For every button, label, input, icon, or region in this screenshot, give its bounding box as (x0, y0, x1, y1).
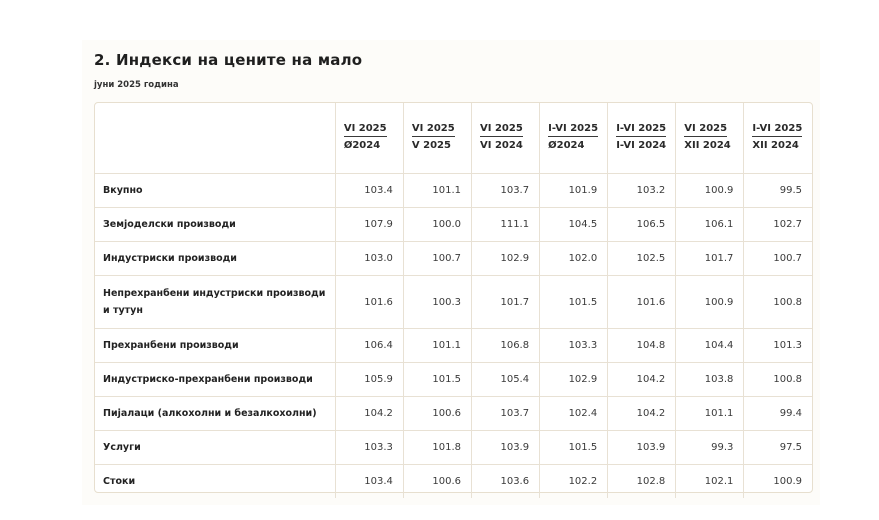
index-value: 104.8 (608, 329, 676, 363)
index-value: 100.8 (744, 363, 812, 397)
index-value: 103.8 (676, 363, 744, 397)
retail-price-index-table-card (94, 102, 813, 493)
column-header-base: XII 2024 (752, 140, 799, 151)
index-value: 111.1 (472, 208, 540, 242)
column-header-base: Ø2024 (548, 140, 585, 151)
row-label: Земјоделски производи (95, 208, 335, 242)
column-header-base: VI 2024 (480, 140, 523, 151)
column-header (608, 103, 676, 174)
column-header-base: Ø2024 (343, 140, 381, 151)
index-value: 99.3 (676, 431, 744, 465)
column-header (403, 103, 471, 174)
index-value: 102.9 (540, 363, 608, 397)
table-title: 2. Индекси на цените на мало (94, 51, 363, 69)
index-value: 100.3 (403, 276, 471, 329)
index-value: 101.8 (403, 431, 471, 465)
column-header (335, 103, 403, 174)
index-value: 102.1 (676, 465, 744, 499)
index-value: 103.6 (472, 465, 540, 499)
index-value: 101.9 (540, 174, 608, 208)
index-value: 103.3 (540, 329, 608, 363)
row-label: Прехранбени производи (95, 329, 335, 363)
index-value: 101.5 (540, 431, 608, 465)
index-value: 103.3 (335, 431, 403, 465)
index-value: 101.1 (403, 174, 471, 208)
index-value: 102.2 (540, 465, 608, 499)
index-value: 106.4 (335, 329, 403, 363)
index-value: 104.2 (335, 397, 403, 431)
column-header-base: XII 2024 (684, 140, 731, 151)
index-value: 101.6 (608, 276, 676, 329)
index-value: 103.9 (608, 431, 676, 465)
table-row (95, 465, 812, 499)
column-header-period: I-VI 2025 (616, 111, 666, 137)
column-header-period: I-VI 2025 (752, 111, 802, 137)
index-value: 100.9 (676, 276, 744, 329)
index-value: 101.7 (676, 242, 744, 276)
index-value: 104.4 (676, 329, 744, 363)
index-value: 101.1 (676, 397, 744, 431)
index-value: 99.4 (744, 397, 812, 431)
row-label: Индустриски производи (95, 242, 335, 276)
index-value: 104.2 (608, 363, 676, 397)
index-value: 104.5 (540, 208, 608, 242)
row-label: Непрехранбени индустриски производи и тутун (95, 276, 335, 329)
index-value: 100.7 (403, 242, 471, 276)
table-row (95, 397, 812, 431)
index-value: 103.7 (472, 397, 540, 431)
index-value: 101.5 (540, 276, 608, 329)
index-value: 102.0 (540, 242, 608, 276)
index-value: 106.5 (608, 208, 676, 242)
index-value: 103.4 (335, 465, 403, 499)
column-header-period: VI 2025 (412, 111, 455, 137)
index-value: 99.5 (744, 174, 812, 208)
index-value: 106.1 (676, 208, 744, 242)
index-value: 100.9 (676, 174, 744, 208)
table-row (95, 329, 812, 363)
column-header (540, 103, 608, 174)
row-label: Пијалаци (алкохолни и безалкохолни) (95, 397, 335, 431)
header-empty-cell (95, 103, 335, 174)
row-label: Индустриско-прехранбени производи (95, 363, 335, 397)
index-value: 101.5 (403, 363, 471, 397)
row-label: Вкупно (95, 174, 335, 208)
index-value: 100.0 (403, 208, 471, 242)
table-row (95, 242, 812, 276)
row-label: Услуги (95, 431, 335, 465)
index-value: 105.4 (472, 363, 540, 397)
table-row (95, 363, 812, 397)
column-header-base: V 2025 (411, 140, 451, 151)
table-row (95, 174, 812, 208)
index-value: 103.4 (335, 174, 403, 208)
index-value: 103.7 (472, 174, 540, 208)
index-value: 104.2 (608, 397, 676, 431)
header-row (95, 103, 812, 174)
table-subtitle: јуни 2025 година (94, 80, 179, 90)
index-value: 105.9 (335, 363, 403, 397)
index-value: 100.7 (744, 242, 812, 276)
table-row (95, 276, 812, 329)
table-row (95, 208, 812, 242)
index-value: 103.0 (335, 242, 403, 276)
column-header-period: VI 2025 (344, 111, 387, 137)
index-value: 102.4 (540, 397, 608, 431)
column-header-base: I-VI 2024 (616, 140, 667, 151)
index-value: 102.9 (472, 242, 540, 276)
column-header-period: VI 2025 (480, 111, 523, 137)
index-value: 106.8 (472, 329, 540, 363)
index-value: 100.6 (403, 397, 471, 431)
index-value: 101.3 (744, 329, 812, 363)
column-header (472, 103, 540, 174)
index-value: 102.5 (608, 242, 676, 276)
index-value: 101.7 (472, 276, 540, 329)
column-header (744, 103, 812, 174)
index-value: 107.9 (335, 208, 403, 242)
index-value: 100.8 (744, 276, 812, 329)
row-label: Стоки (95, 465, 335, 499)
index-value: 101.6 (335, 276, 403, 329)
index-value: 100.9 (744, 465, 812, 499)
column-header-period: I-VI 2025 (548, 111, 598, 137)
index-value: 103.9 (472, 431, 540, 465)
column-header-period: VI 2025 (684, 111, 727, 137)
index-value: 103.2 (608, 174, 676, 208)
index-value: 102.8 (608, 465, 676, 499)
retail-price-index-table (95, 103, 812, 498)
column-header (676, 103, 744, 174)
index-value: 100.6 (403, 465, 471, 499)
index-value: 97.5 (744, 431, 812, 465)
index-value: 102.7 (744, 208, 812, 242)
table-row (95, 431, 812, 465)
index-value: 101.1 (403, 329, 471, 363)
